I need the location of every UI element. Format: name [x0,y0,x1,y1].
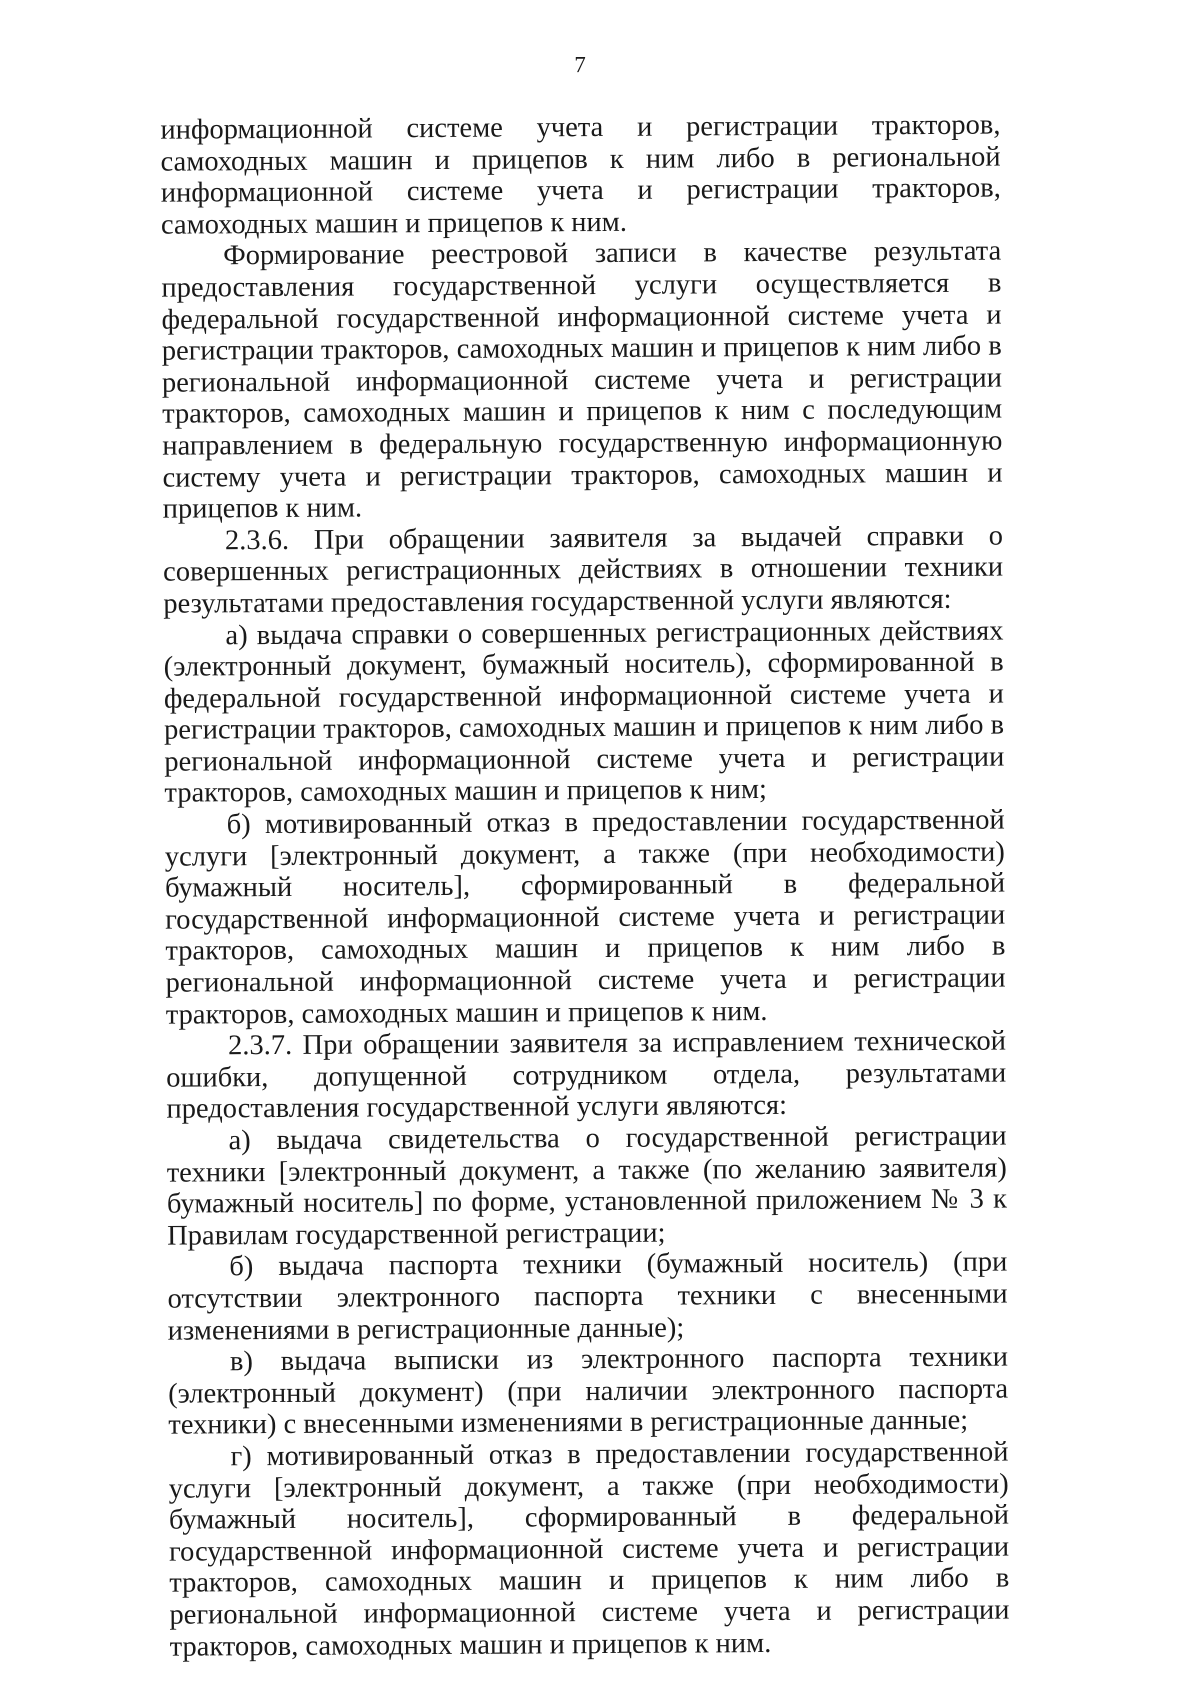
paragraph: информационной системе учета и регистрации тракторов, самоходных машин и прицепов к ним либо в региональной информационной системе учета и регистрации тракторов, самоходных машин и прицепов к ним. [160,109,1001,241]
section-2-3-6-paragraph: 2.3.6. При обращении заявителя за выдачей справки о совершенных регистрационных действиях в отношении техники результатами предоставления государственной услуги являются: [163,520,1004,620]
list-item-a: а) выдача свидетельства о государственной регистрации техники [электронный документ, а также (по желанию заявителя) бумажный носитель] по форме, установленной приложением № 3 к Правилам государственной регистрации; [166,1120,1008,1252]
list-item-v: в) выдача выписки из электронного паспорта техники (электронный документ) (при наличии электронного паспорта техники) с внесенными изменениями в регистрационные данные; [168,1341,1009,1442]
document-body [160,110,1009,1663]
list-item-g: г) мотивированный отказ в предоставлении государственной услуги [электронный документ, а также (при необходимости) бумажный носитель], сформированный в федеральной государственной информационной системе учета и регистрации тракторов, самоходных машин и прицепов к ним либо в региональной информационной системе учета и регистрации тракторов, самоходных машин и прицепов к ним. [168,1436,1010,1663]
section-2-3-7-paragraph: 2.3.7. При обращении заявителя за исправлением технической ошибки, допущенной сотрудником отдела, результатами предоставления государственной услуги являются: [166,1025,1007,1126]
list-item-b: б) выдача паспорта техники (бумажный носитель) (при отсутствии электронного паспорта техники с внесенными изменениями в регистрационные данные); [167,1246,1008,1347]
list-item-b: б) мотивированный отказ в предоставлении государственной услуги [электронный документ, а также (при необходимости) бумажный носитель], сформированный в федеральной государственной информационной системе учета и регистрации тракторов, самоходных машин и прицепов к ним либо в региональной информационной системе учета и регистрации тракторов, самоходных машин и прицепов к ним. [164,804,1006,1031]
list-item-a: а) выдача справки о совершенных регистрационных действиях (электронный документ, бумажный носитель), сформированной в федеральной государственной информационной системе учета и регистрации тракторов, самоходных машин и прицепов к ним либо в региональной информационной системе учета и регистрации тракторов, самоходных машин и прицепов к ним; [163,615,1005,810]
page-number: 7 [574,52,586,78]
paragraph: Формирование реестровой записи в качестве результата предоставления государственной услуги осуществляется в федеральной государственной информационной системе учета и регистрации тракторов, самоходных машин и прицепов к ним либо в региональной информационной системе учета и регистрации тракторов, самоходных машин и прицепов к ним с последующим направлением в федеральную государственную информационную систему учета и регистрации тракторов, самоходных машин и прицепов к ним. [161,235,1003,525]
